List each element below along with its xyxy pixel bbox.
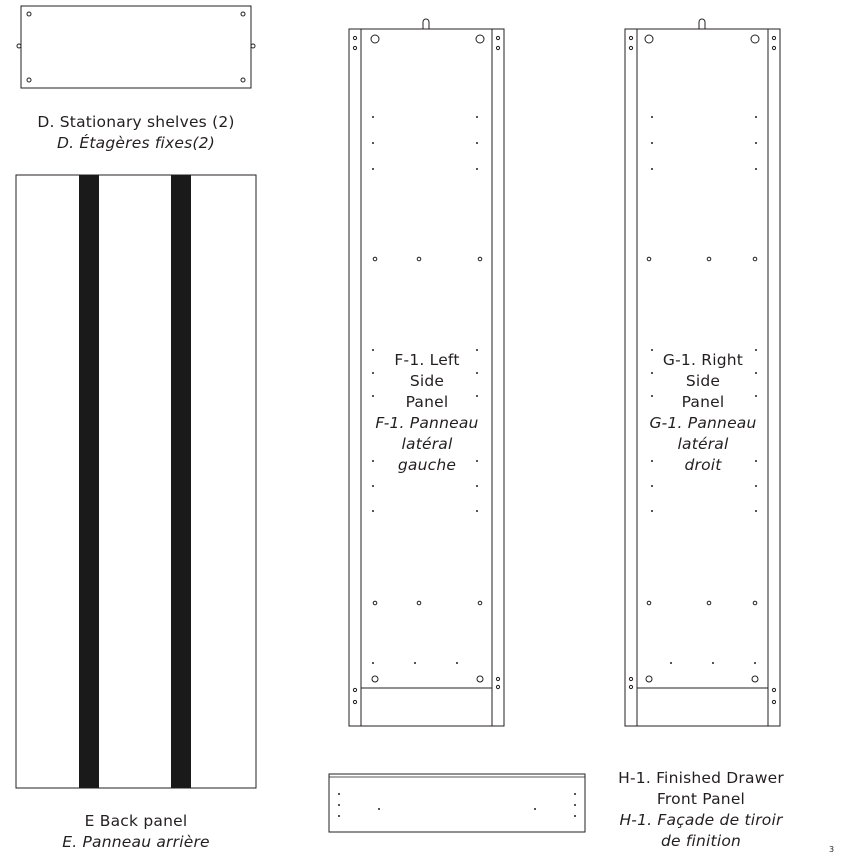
- back-panel-stripe-right: [171, 175, 191, 788]
- shelf-d-title-en: D. Stationary shelves (2): [37, 113, 235, 131]
- g1-fr1: G-1. Panneau: [649, 414, 757, 432]
- f1-line1: F-1. Left: [394, 351, 460, 369]
- h1-line1: H-1. Finished Drawer: [618, 769, 784, 787]
- shelf-d-title-fr: D. Étagères fixes(2): [57, 134, 215, 152]
- page-number: 3: [829, 845, 835, 854]
- drawer-front-h1-label: [596, 768, 806, 852]
- g1-line3: Panel: [681, 393, 725, 411]
- g1-fr3: droit: [684, 456, 722, 474]
- right-side-panel-g1-label: [638, 350, 768, 476]
- back-panel-e-drawing: [16, 175, 256, 788]
- f1-fr3: gauche: [397, 456, 457, 474]
- back-panel-e-title-fr: E. Panneau arrière: [62, 833, 210, 851]
- h1-fr1: H-1. Façade de tiroir: [619, 811, 783, 829]
- drawer-front-h1-drawing: [329, 774, 585, 832]
- f1-line2: Side: [409, 372, 445, 390]
- f1-line3: Panel: [405, 393, 449, 411]
- h1-line2: Front Panel: [656, 790, 746, 808]
- g1-line2: Side: [685, 372, 721, 390]
- back-panel-e-label: [16, 811, 256, 853]
- back-panel-e-title-en: E Back panel: [84, 812, 188, 830]
- f1-fr1: F-1. Panneau: [375, 414, 479, 432]
- g1-line1: G-1. Right: [662, 351, 744, 369]
- shelf-d-drawing: [17, 6, 255, 88]
- left-side-panel-f1-label: [362, 350, 492, 476]
- f1-fr2: latéral: [401, 435, 453, 453]
- back-panel-stripe-left: [79, 175, 99, 788]
- h1-fr2: de finition: [660, 832, 742, 850]
- shelf-d-label: [16, 112, 256, 154]
- g1-fr2: latéral: [677, 435, 729, 453]
